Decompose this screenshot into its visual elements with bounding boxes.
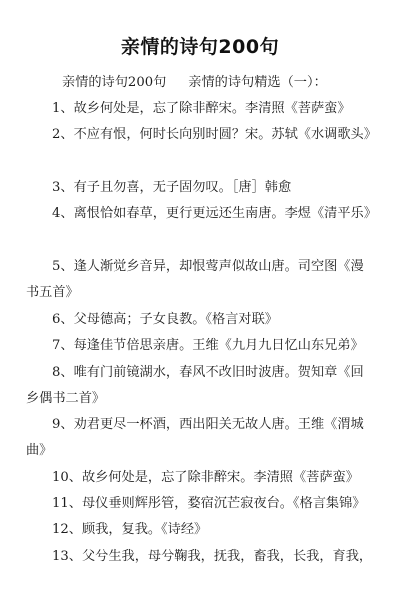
subtitle-left: 亲情的诗句200句 — [62, 75, 167, 90]
poem-line-3: 3、有子且勿喜，无子固勿叹。［唐］韩愈 — [52, 180, 292, 195]
poem-line-1: 1、故乡何处是，忘了除非醉宋。李清照《菩萨蛮》 — [52, 101, 351, 116]
poem-line-12: 12、顾我，复我。《诗经》 — [52, 522, 208, 537]
poem-line-13: 13、父兮生我，母兮鞠我，抚我，畜我，长我，育我， — [52, 549, 373, 564]
poem-line-5: 5、逢人渐觉乡音异，却恨莺声似故山唐。司空图《漫 — [52, 259, 364, 274]
poem-line-4: 4、离恨恰如春草，更行更远还生南唐。李煜《清平乐》 — [52, 206, 377, 221]
poem-line-9-continued: 曲》 — [26, 443, 53, 458]
poem-line-8: 8、唯有门前镜湖水，春风不改旧时波唐。贺知章《回 — [52, 365, 364, 380]
poem-line-7: 7、每逢佳节倍思亲唐。王维《九月九日忆山东兄弟》 — [52, 338, 364, 353]
poem-line-10: 10、故乡何处是，忘了除非醉宋。李清照《菩萨蛮》 — [52, 470, 359, 485]
poem-line-6: 6、父母德高；子女良教。《格言对联》 — [52, 312, 278, 327]
poem-line-8-continued: 乡偶书二首》 — [26, 391, 106, 406]
poem-line-2: 2、不应有恨，何时长向别时圆？宋。苏轼《水调歌头》 — [52, 127, 377, 142]
subtitle-right: 亲情的诗句精选（一）： — [188, 75, 327, 90]
poem-line-9: 9、劝君更尽一杯酒，西出阳关无故人唐。王维《渭城 — [52, 417, 364, 432]
page-title: 亲情的诗句200句 — [120, 36, 280, 58]
subtitle-line — [62, 75, 327, 91]
poem-line-11: 11、母仪垂则辉彤管，婺宿沉芒寂夜台。《格言集锦》 — [52, 496, 366, 511]
poem-line-5-continued: 书五首》 — [26, 285, 79, 300]
